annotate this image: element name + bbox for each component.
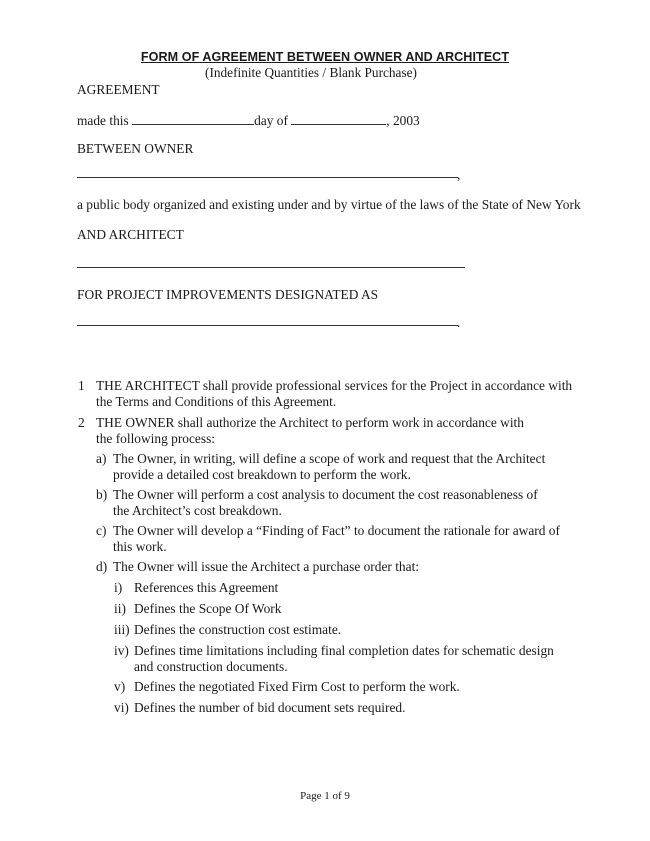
project-blank-period: .: [457, 315, 461, 330]
project-heading: FOR PROJECT IMPROVEMENTS DESIGNATED AS: [77, 287, 379, 302]
made-this-line: [77, 112, 420, 129]
item-text: The Owner will perform a cost analysis to document the cost reasonableness of the Architect’s cost breakdown.: [113, 487, 538, 518]
subitem-label: iv): [114, 643, 129, 658]
year-text: , 2003: [386, 113, 420, 128]
between-owner-heading: BETWEEN OWNER: [77, 141, 194, 156]
subitem-text: Defines the negotiated Fixed Firm Cost to perform the work.: [134, 679, 460, 694]
month-blank-field[interactable]: [291, 112, 386, 125]
owner-name-blank-field[interactable]: [77, 177, 458, 178]
public-body-text: a public body organized and existing under and by virtue of the laws of the State of New York: [77, 197, 581, 212]
item-text: The Owner will develop a “Finding of Fact” to document the rationale for award of this work.: [113, 523, 560, 554]
item-label: a): [96, 451, 107, 466]
day-of-label: day of: [254, 113, 288, 128]
clause-text: THE OWNER shall authorize the Architect to perform work in accordance with the following process:: [96, 415, 524, 446]
clause-number: 1: [78, 378, 85, 393]
page-number-footer: Page 1 of 9: [300, 790, 350, 802]
subitem-label: iii): [114, 622, 130, 637]
subitem-label: ii): [114, 601, 126, 616]
clause-number: 2: [78, 415, 85, 430]
item-text: The Owner, in writing, will define a scope of work and request that the Architect provide a detailed cost breakdown to perform the work.: [113, 451, 546, 482]
item-label: d): [96, 559, 108, 574]
subitem-text: Defines time limitations including final completion dates for schematic design and construction documents.: [134, 643, 554, 674]
made-this-label: made this: [77, 113, 129, 128]
and-architect-heading: AND ARCHITECT: [77, 227, 184, 242]
subitem-label: i): [114, 580, 123, 595]
subitem-label: v): [114, 679, 126, 694]
item-text: The Owner will issue the Architect a purchase order that:: [113, 559, 420, 574]
agreement-heading: AGREEMENT: [77, 82, 160, 97]
subitem-text: Defines the construction cost estimate.: [134, 622, 342, 637]
architect-name-blank-field[interactable]: [77, 267, 465, 268]
item-label: c): [96, 523, 107, 538]
document-subtitle: (Indefinite Quantities / Blank Purchase): [205, 65, 417, 80]
day-blank-field[interactable]: [132, 112, 254, 125]
clause-text: THE ARCHITECT shall provide professional services for the Project in accordance with the Terms and Conditions of this Agreement.: [96, 378, 573, 409]
owner-blank-comma: ,: [457, 167, 461, 182]
subitem-text: References this Agreement: [134, 580, 279, 595]
subitem-text: Defines the Scope Of Work: [134, 601, 282, 616]
project-designation-blank-field[interactable]: [77, 325, 458, 326]
subitem-label: vi): [114, 700, 129, 715]
item-label: b): [96, 487, 108, 502]
subitem-text: Defines the number of bid document sets required.: [134, 700, 406, 715]
document-title: FORM OF AGREEMENT BETWEEN OWNER AND ARCHITECT: [140, 50, 510, 64]
